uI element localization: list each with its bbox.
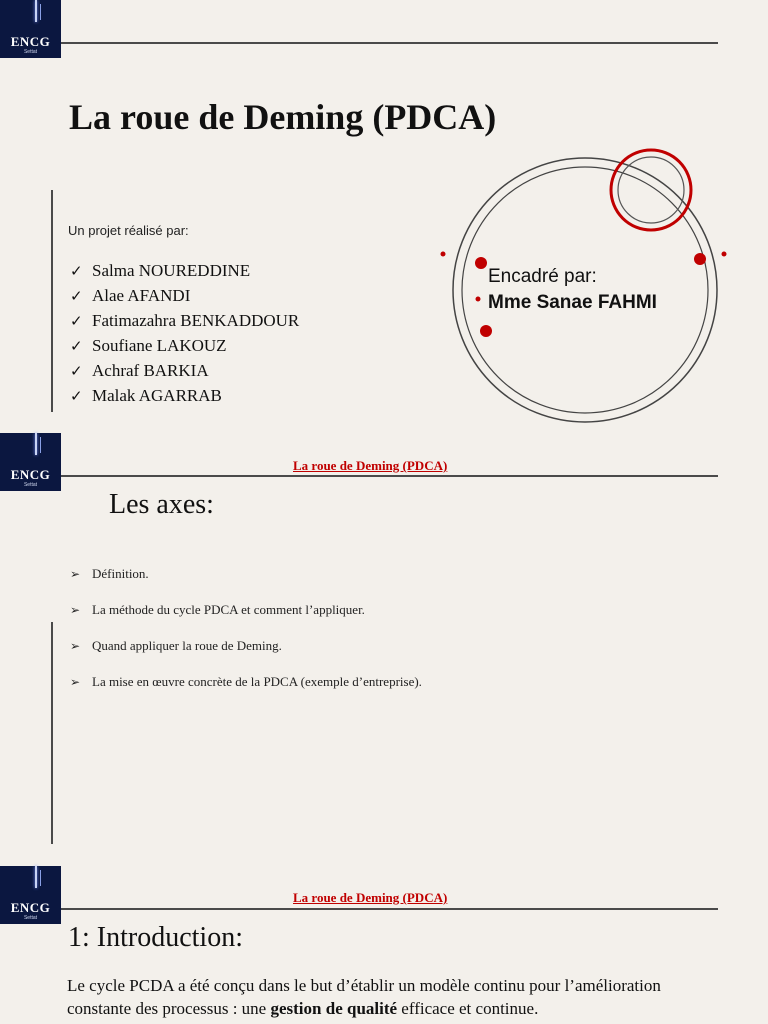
bold-term: gestion de qualité [270,999,398,1018]
members-list [70,259,299,409]
section-title: 1: Introduction: [68,922,243,953]
list-item: ✓ Achraf BARKIA [70,359,299,384]
logo-text: ENCG [10,34,51,49]
made-by-label: Un projet réalisé par: [68,223,189,238]
section-title: Les axes: [109,489,214,520]
header-link[interactable]: La roue de Deming (PDCA) [293,458,448,473]
list-item: ✓ Soufiane LAKOUZ [70,334,299,359]
list-item: ➢ La mise en œuvre concrète de la PDCA (exemple d’entreprise). [70,664,422,700]
encg-logo [0,0,61,58]
slide-title [0,0,768,433]
arrow-bullet-icon: ➢ [70,675,81,689]
supervisor-label: Encadré par: [488,266,597,287]
side-divider [51,190,53,412]
supervisor-name: Mme Sanae FAHMI [488,292,657,313]
arrow-bullet-icon: ➢ [70,567,81,581]
check-icon: ✓ [70,264,83,280]
logo-subtext: Settat [23,482,38,488]
red-dot [475,257,487,269]
header-link[interactable]: La roue de Deming (PDCA) [293,890,448,905]
check-icon: ✓ [70,364,83,380]
logo-text: ENCG [10,900,51,915]
check-icon: ✓ [70,314,83,330]
check-icon: ✓ [70,289,83,305]
check-icon: ✓ [70,389,83,405]
encg-logo [0,866,61,924]
accent-ring-gray [618,157,684,223]
small-red-dot [722,252,727,257]
axes-list [70,556,422,700]
list-item: ✓ Malak AGARRAB [70,384,299,409]
red-dot [694,253,706,265]
page-title: La roue de Deming (PDCA) [69,97,497,137]
list-item: ➢ Définition. [70,556,422,592]
list-item: ✓ Salma NOUREDDINE [70,259,299,284]
header-divider [61,475,718,477]
header-divider [61,42,718,44]
list-item: ➢ Quand appliquer la roue de Deming. [70,628,422,664]
header-divider [61,908,718,910]
small-red-dot [441,252,446,257]
arrow-bullet-icon: ➢ [70,639,81,653]
small-red-dot [476,297,481,302]
logo-subtext: Settat [23,915,38,921]
inner-ring [462,167,708,413]
list-item: ✓ Alae AFANDI [70,284,299,309]
encg-logo [0,433,61,491]
side-divider [51,622,53,844]
accent-ring-red [611,150,691,230]
red-dot [480,325,492,337]
outer-ring [453,158,717,422]
logo-subtext: Settat [23,49,38,55]
list-item: ✓ Fatimazahra BENKADDOUR [70,309,299,334]
check-icon: ✓ [70,339,83,355]
logo-text: ENCG [10,467,51,482]
arrow-bullet-icon: ➢ [70,603,81,617]
intro-paragraph: Le cycle PCDA a été conçu dans le but d’établir un modèle continu pour l’amélioration constante des processus : une gestion de qualité efficace et continue. [67,976,661,1018]
list-item: ➢ La méthode du cycle PDCA et comment l’appliquer. [70,592,422,628]
